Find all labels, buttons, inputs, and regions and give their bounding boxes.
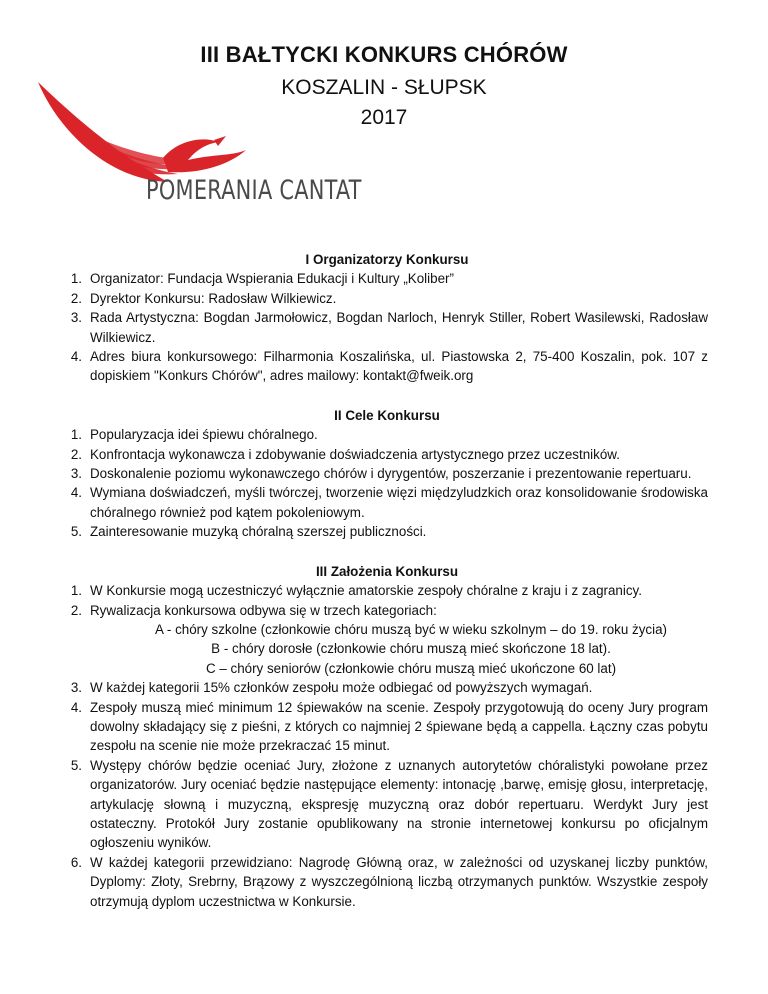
list-item: 3. Doskonalenie poziomu wykonawczego chórów i dyrygentów, poszerzanie i prezentowanie repertuaru. [70, 466, 692, 482]
list-item: 6. W każdej kategorii przewidziano: Nagrodę Główną oraz, w zależności od uzyskanej liczby punktów, Dyplomy: Złoty, Srebrny, Brązowy z wyszczególnioną liczbą otrzymanych punktów. Wszystkie zespoły otrzymują dyplom uczestnictwa w Konkursie. [70, 854, 708, 909]
organizers-list [66, 269, 708, 385]
list-item: 3. Rada Artystyczna: Bogdan Jarmołowicz, Bogdan Narloch, Henryk Stiller, Robert Wasilewski, Radosław Wilkiewicz. [70, 310, 708, 345]
list-item: 4. Zespoły muszą mieć minimum 12 śpiewaków na scenie. Zespoły przygotowują do oceny Jury program dowolny składający się z pieśni, z których co najmniej 2 śpiewane będą a cappella. Łączny czas pobytu zespołu na scenie nie może przekraczać 15 minut. [70, 699, 708, 754]
cities-subtitle: KOSZALIN - SŁUPSK [281, 76, 487, 99]
logo-text: POMERANIA CANTAT [146, 175, 362, 206]
category-c: C – chóry seniorów (członkowie chóru muszą mieć ukończone 60 lat) [205, 660, 617, 676]
section-heading-goals: II Cele Konkursu [334, 407, 440, 423]
list-item: 3. W każdej kategorii 15% członków zespołu może odbiegać od powyższych wymagań. [70, 680, 593, 696]
section-heading-organizers: I Organizatorzy Konkursu [305, 252, 469, 267]
list-item: 2. Rywalizacja konkursowa odbywa się w trzech kategoriach: A - chóry szkolne (członkowie chóru muszą być w wieku szkolnym – do 19. roku życia) B - chóry dorosłe (członkowie chóru muszą mieć skończone 18 lat). C – chóry seniorów (członkowie chóru muszą mieć ukończone 60 lat) [66, 601, 708, 679]
list-item: 5. Zainteresowanie muzyką chóralną szerszej publiczności. [70, 524, 427, 540]
list-item: 2. Konfrontacja wykonawcza i zdobywanie doświadczenia artystycznego przez uczestników. [70, 446, 620, 462]
list-item: 1. Organizator: Fundacja Wspierania Edukacji i Kultury „Koliber” [70, 271, 454, 287]
list-item: 1. Popularyzacja idei śpiewu chóralnego. [70, 427, 318, 443]
category-b: B - chóry dorosłe (członkowie chóru muszą mieć skończone 18 lat). [211, 641, 611, 657]
rules-list [66, 581, 708, 911]
list-item: 1. W Konkursie mogą uczestniczyć wyłącznie amatorskie zespoły chóralne z kraju i z zagranicy. [70, 583, 642, 599]
list-item: 5. Występy chórów będzie oceniać Jury, złożone z uznanych autorytetów chóralistyki powołane przez organizatorów. Jury oceniać będzie następujące elementy: intonację ,barwę, emisję głosu, interpretację, artykulację słowną i muzyczną, ekspresję muzyczną oraz dobór repertuaru. Werdykt Jury jest ostateczny. Protokół Jury zostanie opublikowany na stronie internetowej konkursu po oficjalnym ogłoszeniu wyników. [70, 757, 708, 851]
list-item: 4. Adres biura konkursowego: Filharmonia Koszalińska, ul. Piastowska 2, 75-400 Koszalin, pok. 107 z dopiskiem "Konkurs Chórów", adres mailowy: kontakt@fweik.org [70, 349, 708, 384]
list-item: 4. Wymiana doświadczeń, myśli twórczej, tworzenie więzi międzyludzkich oraz konsolidowanie środowiska chóralnego również pod kątem pokoleniowym. [70, 485, 708, 520]
page-title: III BAŁTYCKI KONKURS CHÓRÓW [200, 42, 568, 67]
list-item: 2. Dyrektor Konkursu: Radosław Wilkiewicz. [70, 290, 337, 306]
document-body [66, 250, 708, 911]
category-a: A - chóry szkolne (członkowie chóru muszą być w wieku szkolnym – do 19. roku życia) [154, 621, 667, 637]
goals-list [66, 425, 708, 541]
year-subtitle: 2017 [360, 106, 408, 129]
section-heading-rules: III Założenia Konkursu [315, 563, 459, 579]
